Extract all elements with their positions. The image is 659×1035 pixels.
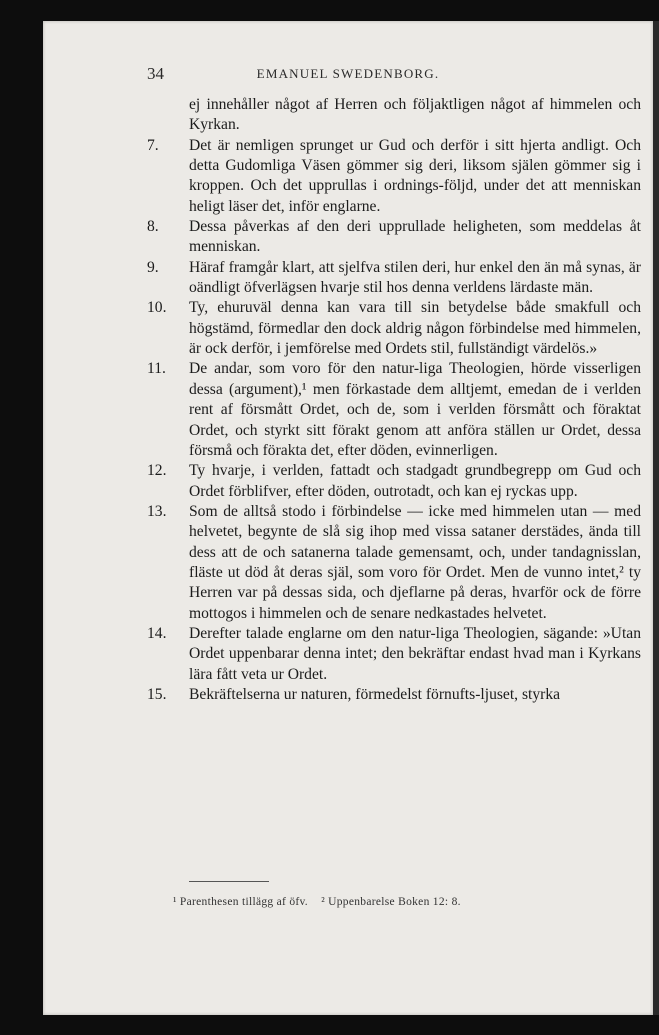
paragraph-number: 12. xyxy=(147,462,167,480)
numbered-paragraph-13 xyxy=(147,502,641,624)
paragraph-text: Ty, ehuruväl denna kan vara till sin betydelse både smakfull och högstämd, förmedlar den dock aldrig någon förbindelse med himmelen, är ock derför, i jemförelse med Ordets stil, fullständigt värdelös.» xyxy=(189,299,641,358)
page-number: 34 xyxy=(147,64,164,83)
footnotes xyxy=(173,896,633,908)
paragraph-number: 7. xyxy=(147,136,159,154)
paragraph-text: Som de alltså stodo i förbindelse — icke med himmelen utan — med helvetet, begynte de slå sig ihop med vissa sataner derstädes, ända till dess att de och satanerna talade gemensamt, och, under tandagnisslan, fläste ut död åt deras själ, som voro för Ordet. Men de vunno intet,² ty Herren var på dessas sida, och djeflarne på deras, hvarför ock de förre mottogos i himmelen och de senare nedkastades helvetet. xyxy=(189,502,641,622)
paragraph-text: Ty hvarje, i verlden, fattadt och stadgadt grundbegrepp om Gud och Ordet förblifver, efter döden, outrotadt, och kan ej ryckas upp. xyxy=(189,462,641,500)
paragraph-text: Dessa påverkas af den deri upprullade heligheten, som meddelas åt menniskan. xyxy=(189,218,641,256)
numbered-paragraph-11 xyxy=(147,359,641,461)
paragraph-number: 13. xyxy=(147,502,167,520)
paragraph-number: 10. xyxy=(147,299,167,317)
page-header xyxy=(43,64,653,86)
numbered-paragraph-14 xyxy=(147,624,641,685)
paragraph-text: Bekräftelserna ur naturen, förmedelst förnufts-ljuset, styrka xyxy=(189,685,561,703)
footnote-2: ² Uppenbarelse Boken 12: 8. xyxy=(321,896,461,908)
paragraph-number: 15. xyxy=(147,685,167,703)
body-text xyxy=(147,95,641,705)
numbered-paragraph-15 xyxy=(147,685,641,705)
paragraph-number: 8. xyxy=(147,218,159,236)
book-page xyxy=(43,21,653,1015)
paragraph-text: Det är nemligen sprunget ur Gud och derför i sitt hjerta andligt. Och detta Gudomliga Väsen gömmer sig deri, liksom själen gömmer sig i kroppen. Och det upprullas i ordnings-följd, under det att menniskan heligt läser det, inför englarne. xyxy=(189,136,641,215)
footnote-1: ¹ Parenthesen tillägg af öfv. xyxy=(173,896,308,908)
paragraph-text: Häraf framgår klart, att sjelfva stilen deri, hur enkel den än må synas, är oändligt öfverlägsen hvarje stil hos denna verldens lärdaste män. xyxy=(189,258,641,297)
paragraph-number: 9. xyxy=(147,258,159,276)
paragraph-text: De andar, som voro för den natur-liga Theologien, hörde visserligen dessa (argument),¹ men förkastade dem alltjemt, emedan de i verlden rent af försmått Ordet, och de, som i verlden försmått och föraktat Ordet, och styrkt sitt förakt genom att anföra ställen ur Ordet, dessa försmå och förakta det, efter döden, evinnerligen. xyxy=(189,360,641,459)
numbered-paragraph-9 xyxy=(147,258,641,299)
paragraph-number: 14. xyxy=(147,624,167,642)
page-edge xyxy=(653,21,659,1015)
numbered-paragraph-7 xyxy=(147,136,641,217)
paragraph-number: 11. xyxy=(147,360,166,378)
continuation-paragraph: ej innehåller något af Herren och följaktligen något af himmelen och Kyrkan. xyxy=(189,96,641,134)
running-head: EMANUEL SWEDENBORG. xyxy=(256,66,440,81)
numbered-paragraph-12 xyxy=(147,461,641,502)
numbered-paragraph-8 xyxy=(147,217,641,258)
paragraph-text: Derefter talade englarne om den natur-liga Theologien, sägande: »Utan Ordet uppenbarar denna intet; den bekräftar endast hvad man i Kyrkans lära fått veta ur Ordet. xyxy=(189,624,641,683)
numbered-paragraph-10 xyxy=(147,298,641,359)
footnote-divider xyxy=(189,881,269,882)
